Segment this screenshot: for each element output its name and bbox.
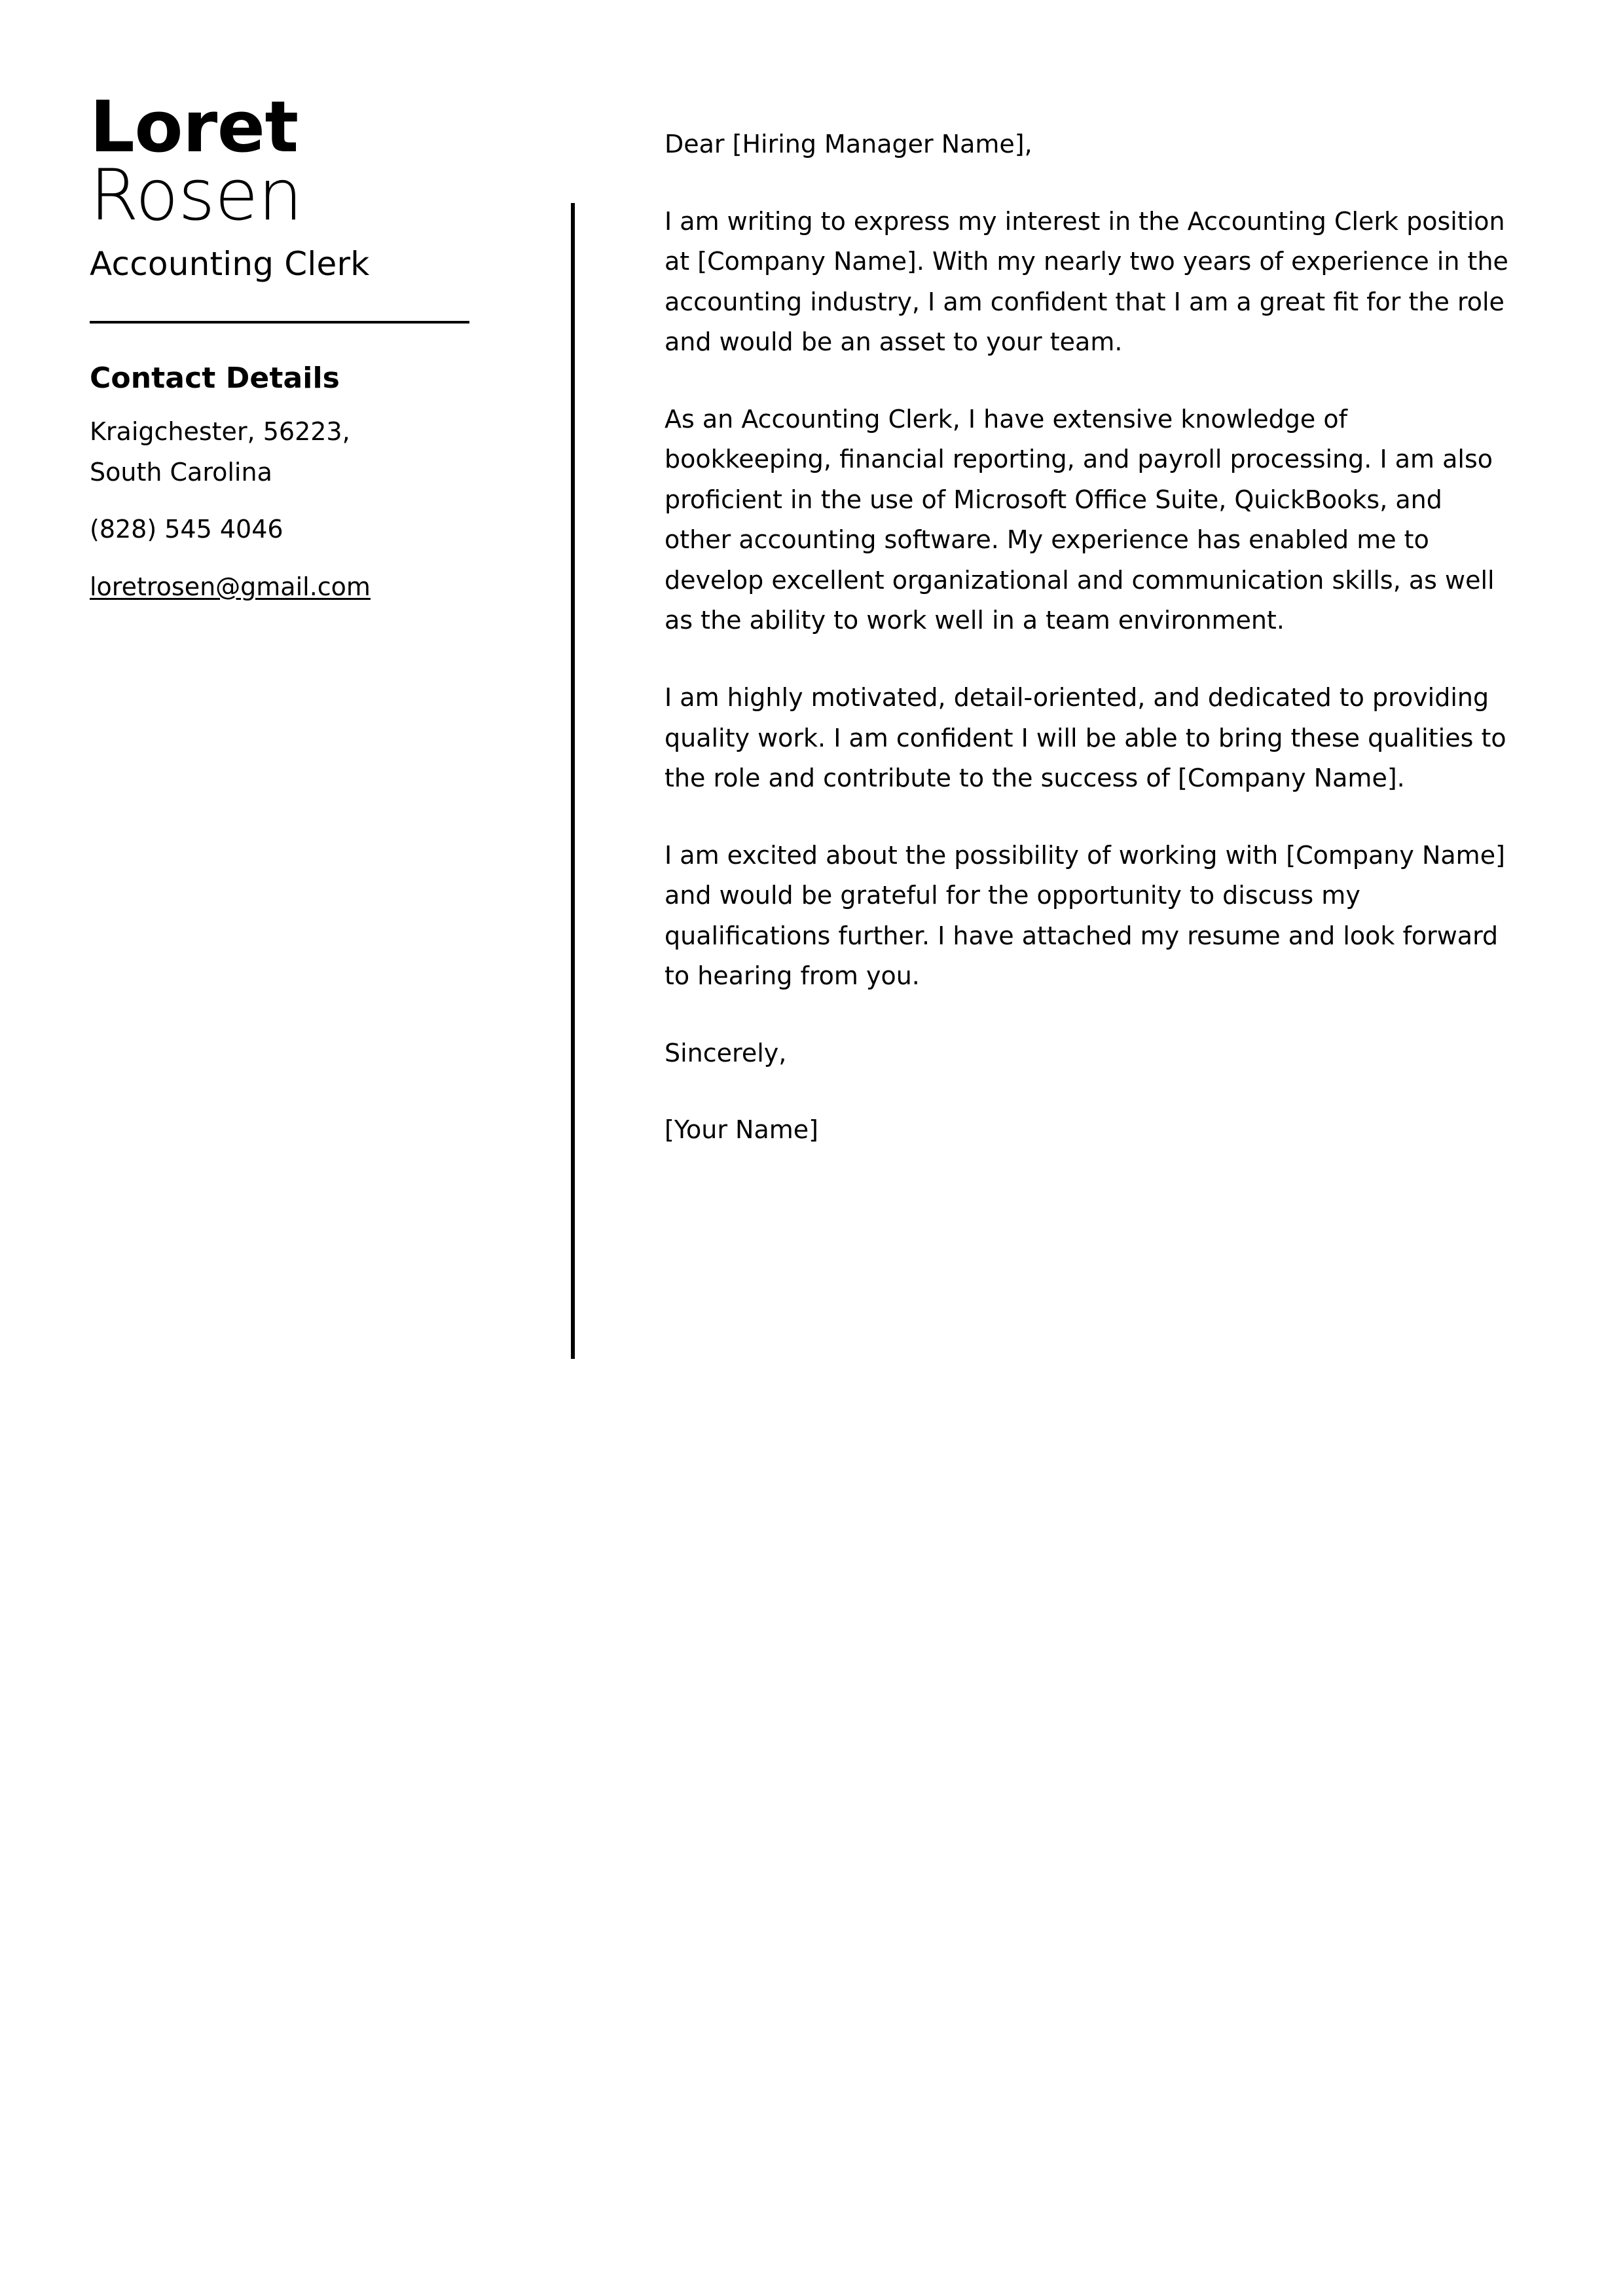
contact-details-list: [90, 412, 483, 607]
contact-details-heading: Contact Details: [90, 361, 340, 396]
sidebar: [90, 86, 483, 625]
letter-salutation: Dear [Hiring Manager Name],: [665, 130, 1032, 158]
vertical-divider: [571, 203, 575, 1359]
letter-closing: Sincerely,: [665, 1038, 787, 1067]
candidate-first-name: Loret: [90, 86, 299, 168]
sidebar-divider-rule: [90, 321, 469, 324]
contact-phone: (828) 545 4046: [90, 515, 283, 544]
letter-paragraph-4: I am excited about the possibility of working with [Company Name] and would be grateful for the opportunity to discuss my qualifications further. I have attached my resume and look forward to hearing from you.: [665, 840, 1505, 991]
candidate-name: [90, 86, 483, 237]
contact-email-link[interactable]: loretrosen@gmail.com: [90, 572, 371, 601]
letter-body: [665, 124, 1509, 1151]
candidate-last-name: Rosen: [90, 155, 302, 237]
letter-paragraph-3: I am highly motivated, detail-oriented, and dedicated to providing quality work. I am confident I will be able to bring these qualities to the role and contribute to the success of [Company Name].: [665, 683, 1506, 793]
letter-signature: [Your Name]: [665, 1115, 818, 1145]
candidate-job-title: Accounting Clerk: [90, 245, 370, 284]
letter-paragraph-2: As an Accounting Clerk, I have extensive knowledge of bookkeeping, financial reporting, and payroll processing. I am also proficient in the use of Microsoft Office Suite, QuickBooks, and other accounting software. My experience has enabled me to develop excellent organizational and communication skills, as well as the ability to work well in a team environment.: [665, 404, 1495, 635]
letter-paragraph-1: I am writing to express my interest in the Accounting Clerk position at [Company Name]. With my nearly two years of experience in the accounting industry, I am confident that I am a great fit for the role and would be an asset to your team.: [665, 206, 1508, 357]
contact-address: Kraigchester, 56223, South Carolina: [90, 417, 350, 487]
